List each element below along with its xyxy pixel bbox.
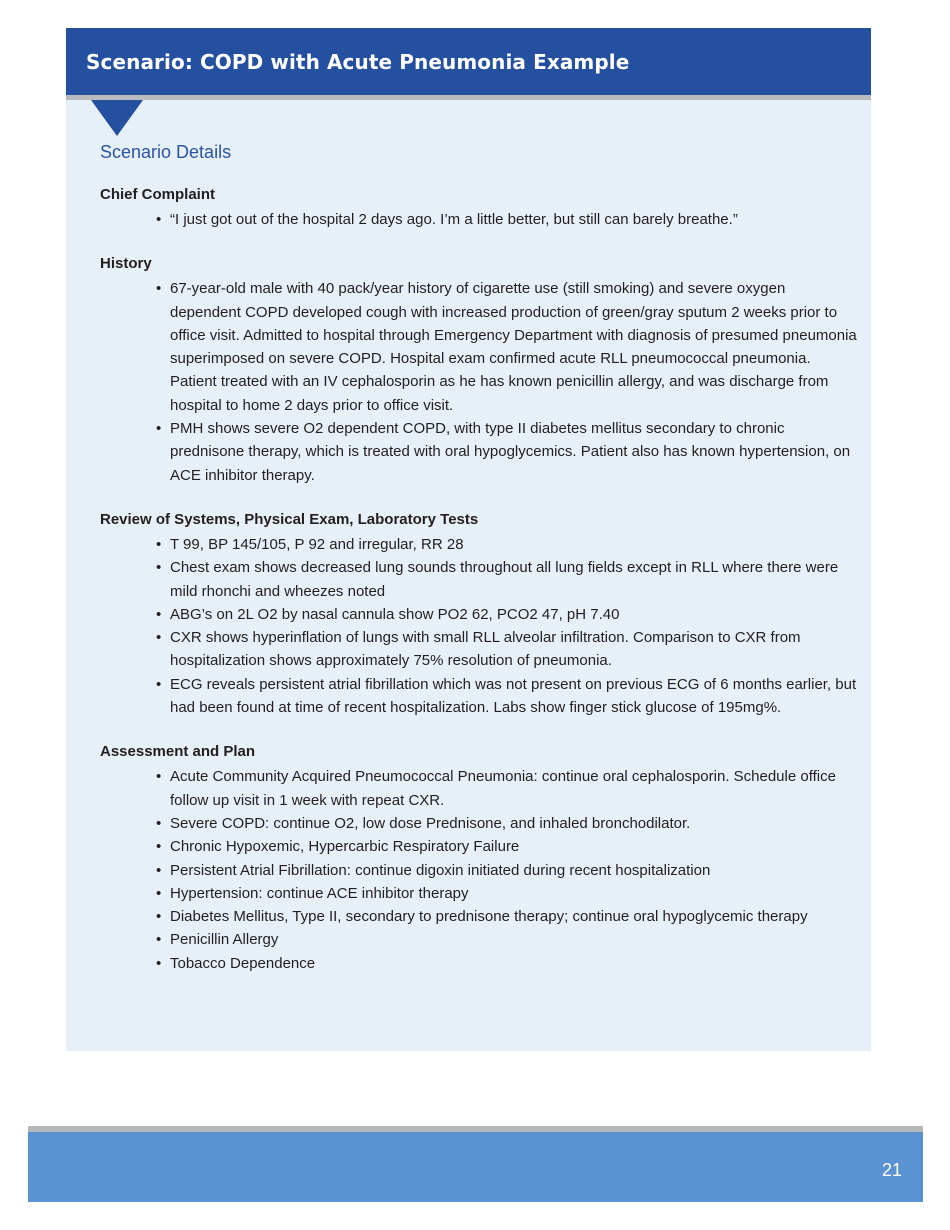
list-item: • Chest exam shows decreased lung sounds throughout all lung fields except in RLL where there were mild rhonchi and wheezes noted: [156, 556, 860, 603]
bullet-icon: •: [156, 908, 162, 926]
bullet-icon: •: [156, 861, 162, 879]
bullet-icon: •: [156, 629, 162, 647]
history-heading: History: [100, 255, 152, 273]
bullet-icon: •: [156, 675, 162, 693]
list-item: • 67-year-old male with 40 pack/year history of cigarette use (still smoking) and severe oxygen dependent COPD developed cough with increased production of green/gray sputum 2 weeks prior to office visit. Admitted to hospital through Emergency Department with diagnosis of presumed pneumonia superimposed on severe COPD. Hospital exam confirmed acute RLL pneumococcal pneumonia. Patient treated with an IV cephalosporin as he has known penicillin allergy, and was discharge from hospital to home 2 days prior to office visit.: [156, 277, 860, 417]
history-list: [100, 277, 860, 487]
assessment-section: [100, 742, 860, 975]
banner-pointer-icon: [91, 100, 143, 136]
list-item: • PMH shows severe O2 dependent COPD, with type II diabetes mellitus secondary to chronic prednisone therapy, which is treated with oral hypoglycemics. Patient also has known hypertension, on ACE inhibitor therapy.: [156, 417, 860, 487]
assessment-heading: Assessment and Plan: [100, 743, 256, 761]
list-item: • Tobacco Dependence: [156, 952, 860, 975]
page-number: 21: [881, 1160, 902, 1180]
list-item: • Acute Community Acquired Pneumococcal Pneumonia: continue oral cephalosporin. Schedule office follow up visit in 1 week with repeat CXR.: [156, 765, 860, 812]
review-heading: Review of Systems, Physical Exam, Laboratory Tests: [100, 510, 479, 528]
bullet-icon: •: [156, 814, 162, 832]
footer-bar: [28, 1132, 923, 1202]
chief-complaint-list: [100, 208, 860, 231]
list-item: • Diabetes Mellitus, Type II, secondary to prednisone therapy; continue oral hypoglycemic therapy: [156, 905, 860, 928]
bullet-icon: •: [156, 884, 162, 902]
review-list: [100, 533, 860, 719]
list-item: • Penicillin Allergy: [156, 928, 860, 951]
list-item: • Severe COPD: continue O2, low dose Prednisone, and inhaled bronchodilator.: [156, 812, 860, 835]
list-item: • CXR shows hyperinflation of lungs with small RLL alveolar infiltration. Comparison to CXR from hospitalization shows approximately 75% resolution of pneumonia.: [156, 626, 860, 673]
review-section: [100, 510, 860, 719]
bullet-icon: •: [156, 605, 162, 623]
bullet-icon: •: [156, 280, 162, 298]
scenario-content: [100, 140, 860, 998]
bullet-icon: •: [156, 420, 162, 438]
history-section: [100, 254, 860, 487]
bullet-icon: •: [156, 838, 162, 856]
bullet-icon: •: [156, 211, 162, 228]
list-item: • “I just got out of the hospital 2 days ago. I’m a little better, but still can barely breathe.”: [156, 208, 860, 231]
list-item: • ECG reveals persistent atrial fibrillation which was not present on previous ECG of 6 months earlier, but had been found at time of recent hospitalization. Labs show finger stick glucose of 195mg%.: [156, 673, 860, 720]
bullet-icon: •: [156, 535, 162, 553]
bullet-icon: •: [156, 768, 162, 786]
title-banner: [66, 28, 871, 100]
list-item: • ABG’s on 2L O2 by nasal cannula show PO2 62, PCO2 47, pH 7.40: [156, 603, 860, 626]
scenario-panel: [66, 28, 871, 1051]
assessment-list: [100, 765, 860, 975]
list-item: • Persistent Atrial Fibrillation: continue digoxin initiated during recent hospitalization: [156, 859, 860, 882]
chief-complaint-heading: Chief Complaint: [100, 186, 215, 203]
list-item: • Chronic Hypoxemic, Hypercarbic Respiratory Failure: [156, 835, 860, 858]
bullet-icon: •: [156, 931, 162, 949]
list-item: • Hypertension: continue ACE inhibitor therapy: [156, 882, 860, 905]
page-title: Scenario: COPD with Acute Pneumonia Example: [86, 50, 630, 74]
chief-complaint-section: [100, 185, 860, 231]
section-title: Scenario Details: [100, 142, 232, 162]
bullet-icon: •: [156, 559, 162, 577]
bullet-icon: •: [156, 954, 162, 972]
list-item: • T 99, BP 145/105, P 92 and irregular, RR 28: [156, 533, 860, 556]
